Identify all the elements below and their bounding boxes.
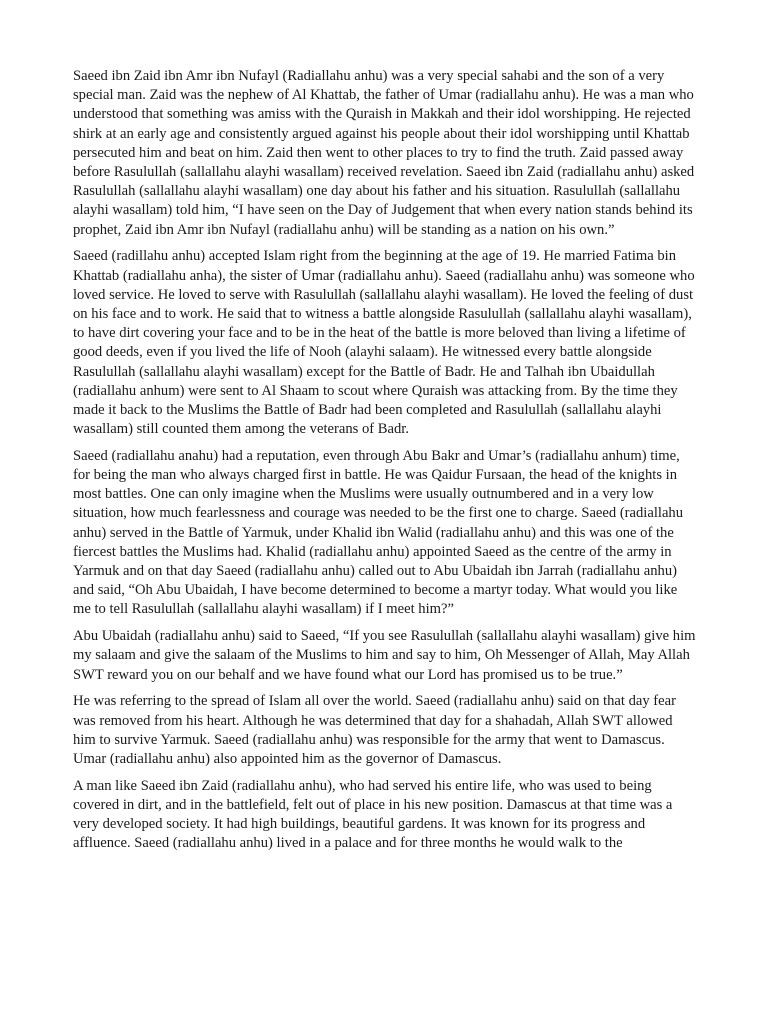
paragraph-abu-ubaidah-reply: Abu Ubaidah (radiallahu anhu) said to Saeed, “If you see Rasulullah (sallallahu alayhi wasallam) give him my salaam and give the salaam of the Muslims to him and say to him, Oh Messenger of Allah, May Allah SWT reward you on our behalf and we have found what our Lord has promised us to be true.” bbox=[73, 628, 696, 683]
paragraph-reputation-yarmuk: Saeed (radiallahu anahu) had a reputation, even through Abu Bakr and Umar’s (radiallahu anhum) time, for being the man who always charged first in battle. He was Qaidur Fursaan, the head of the knights in most battles. One can only imagine when the Muslims were usually outnumbered and in a very low situation, how much fearlessness and courage was needed to be the first one to charge. Saeed (radiallahu anhu) served in the Battle of Yarmuk, under Khalid ibn Walid (radiallahu anhu) and this was one of the fiercest battles the Muslims had. Khalid (radiallahu anhu) appointed Saeed as the centre of the army in Yarmuk and on that day Saeed (radiallahu anhu) called out to Abu Ubaidah ibn Jarrah (radiallahu anhu) and said, “Oh Abu Ubaidah, I have become determined to become a martyr today. What would you like me to tell Rasulullah (sallallahu alayhi wasallam) if I meet him?” bbox=[73, 447, 684, 618]
paragraph-spread-of-islam: He was referring to the spread of Islam all over the world. Saeed (radiallahu anhu) said on that day fear was removed from his heart. Although he was determined that day for a shahadah, Allah SWT allowed him to survive Yarmuk. Saeed (radiallahu anhu) was responsible for the army that went to Damascus. Umar (radiallahu anhu) also appointed him as the governor of Damascus. bbox=[73, 693, 676, 767]
paragraph-governor-damascus: A man like Saeed ibn Zaid (radiallahu anhu), who had served his entire life, who was used to being covered in dirt, and in the battlefield, felt out of place in his new position. Damascus at that time was a very developed society. It had high buildings, beautiful gardens. It was known for its progress and affluence. Saeed (radiallahu anhu) lived in a palace and for three months he would walk to the bbox=[73, 777, 673, 852]
document-page bbox=[73, 67, 698, 861]
paragraph-accepted-islam: Saeed (radillahu anhu) accepted Islam right from the beginning at the age of 19. He married Fatima bin Khattab (radiallahu anha), the sister of Umar (radiallahu anhu). Saeed (radiallahu anhu) was someone who loved service. He loved to serve with Rasulullah (sallallahu alayhi wasallam). He loved the feeling of dust on his face and to work. He said that to witness a battle alongside Rasulullah (sallallahu alayhi wasallam), to have dirt covering your face and to be in the heat of the battle is more beloved than living a lifetime of good deeds, even if you lived the life of Nooh (alayhi salaam). He witnessed every battle alongside Rasulullah (sallallahu alayhi wasallam) except for the Battle of Badr. He and Talhah ibn Ubaidullah (radiallahu anhum) were sent to Al Shaam to scout where Quraish was attacking from. By the time they made it back to the Muslims the Battle of Badr had been completed and Rasulullah (sallallahu alayhi wasallam) still counted them among the veterans of Badr. bbox=[73, 248, 695, 438]
paragraph-saeed-father: Saeed ibn Zaid ibn Amr ibn Nufayl (Radiallahu anhu) was a very special sahabi and the son of a very special man. Zaid was the nephew of Al Khattab, the father of Umar (radiallahu anhu). He was a man who understood that something was amiss with the Quraish in Makkah and their idol worshipping. He rejected shirk at an early age and consistently argued against his people about their idol worshipping until Khattab persecuted him and beat on him. Zaid then went to other places to try to find the truth. Zaid passed away before Rasulullah (sallallahu alayhi wasallam) received revelation. Saeed ibn Zaid (radiallahu anhu) asked Rasulullah (sallallahu alayhi wasallam) one day about his father and his situation. Rasulullah (sallallahu alayhi wasallam) told him, “I have seen on the Day of Judgement that when every nation stands behind its prophet, Zaid ibn Amr ibn Nufayl (radiallahu anhu) will be standing as a nation on his own.” bbox=[73, 68, 695, 238]
